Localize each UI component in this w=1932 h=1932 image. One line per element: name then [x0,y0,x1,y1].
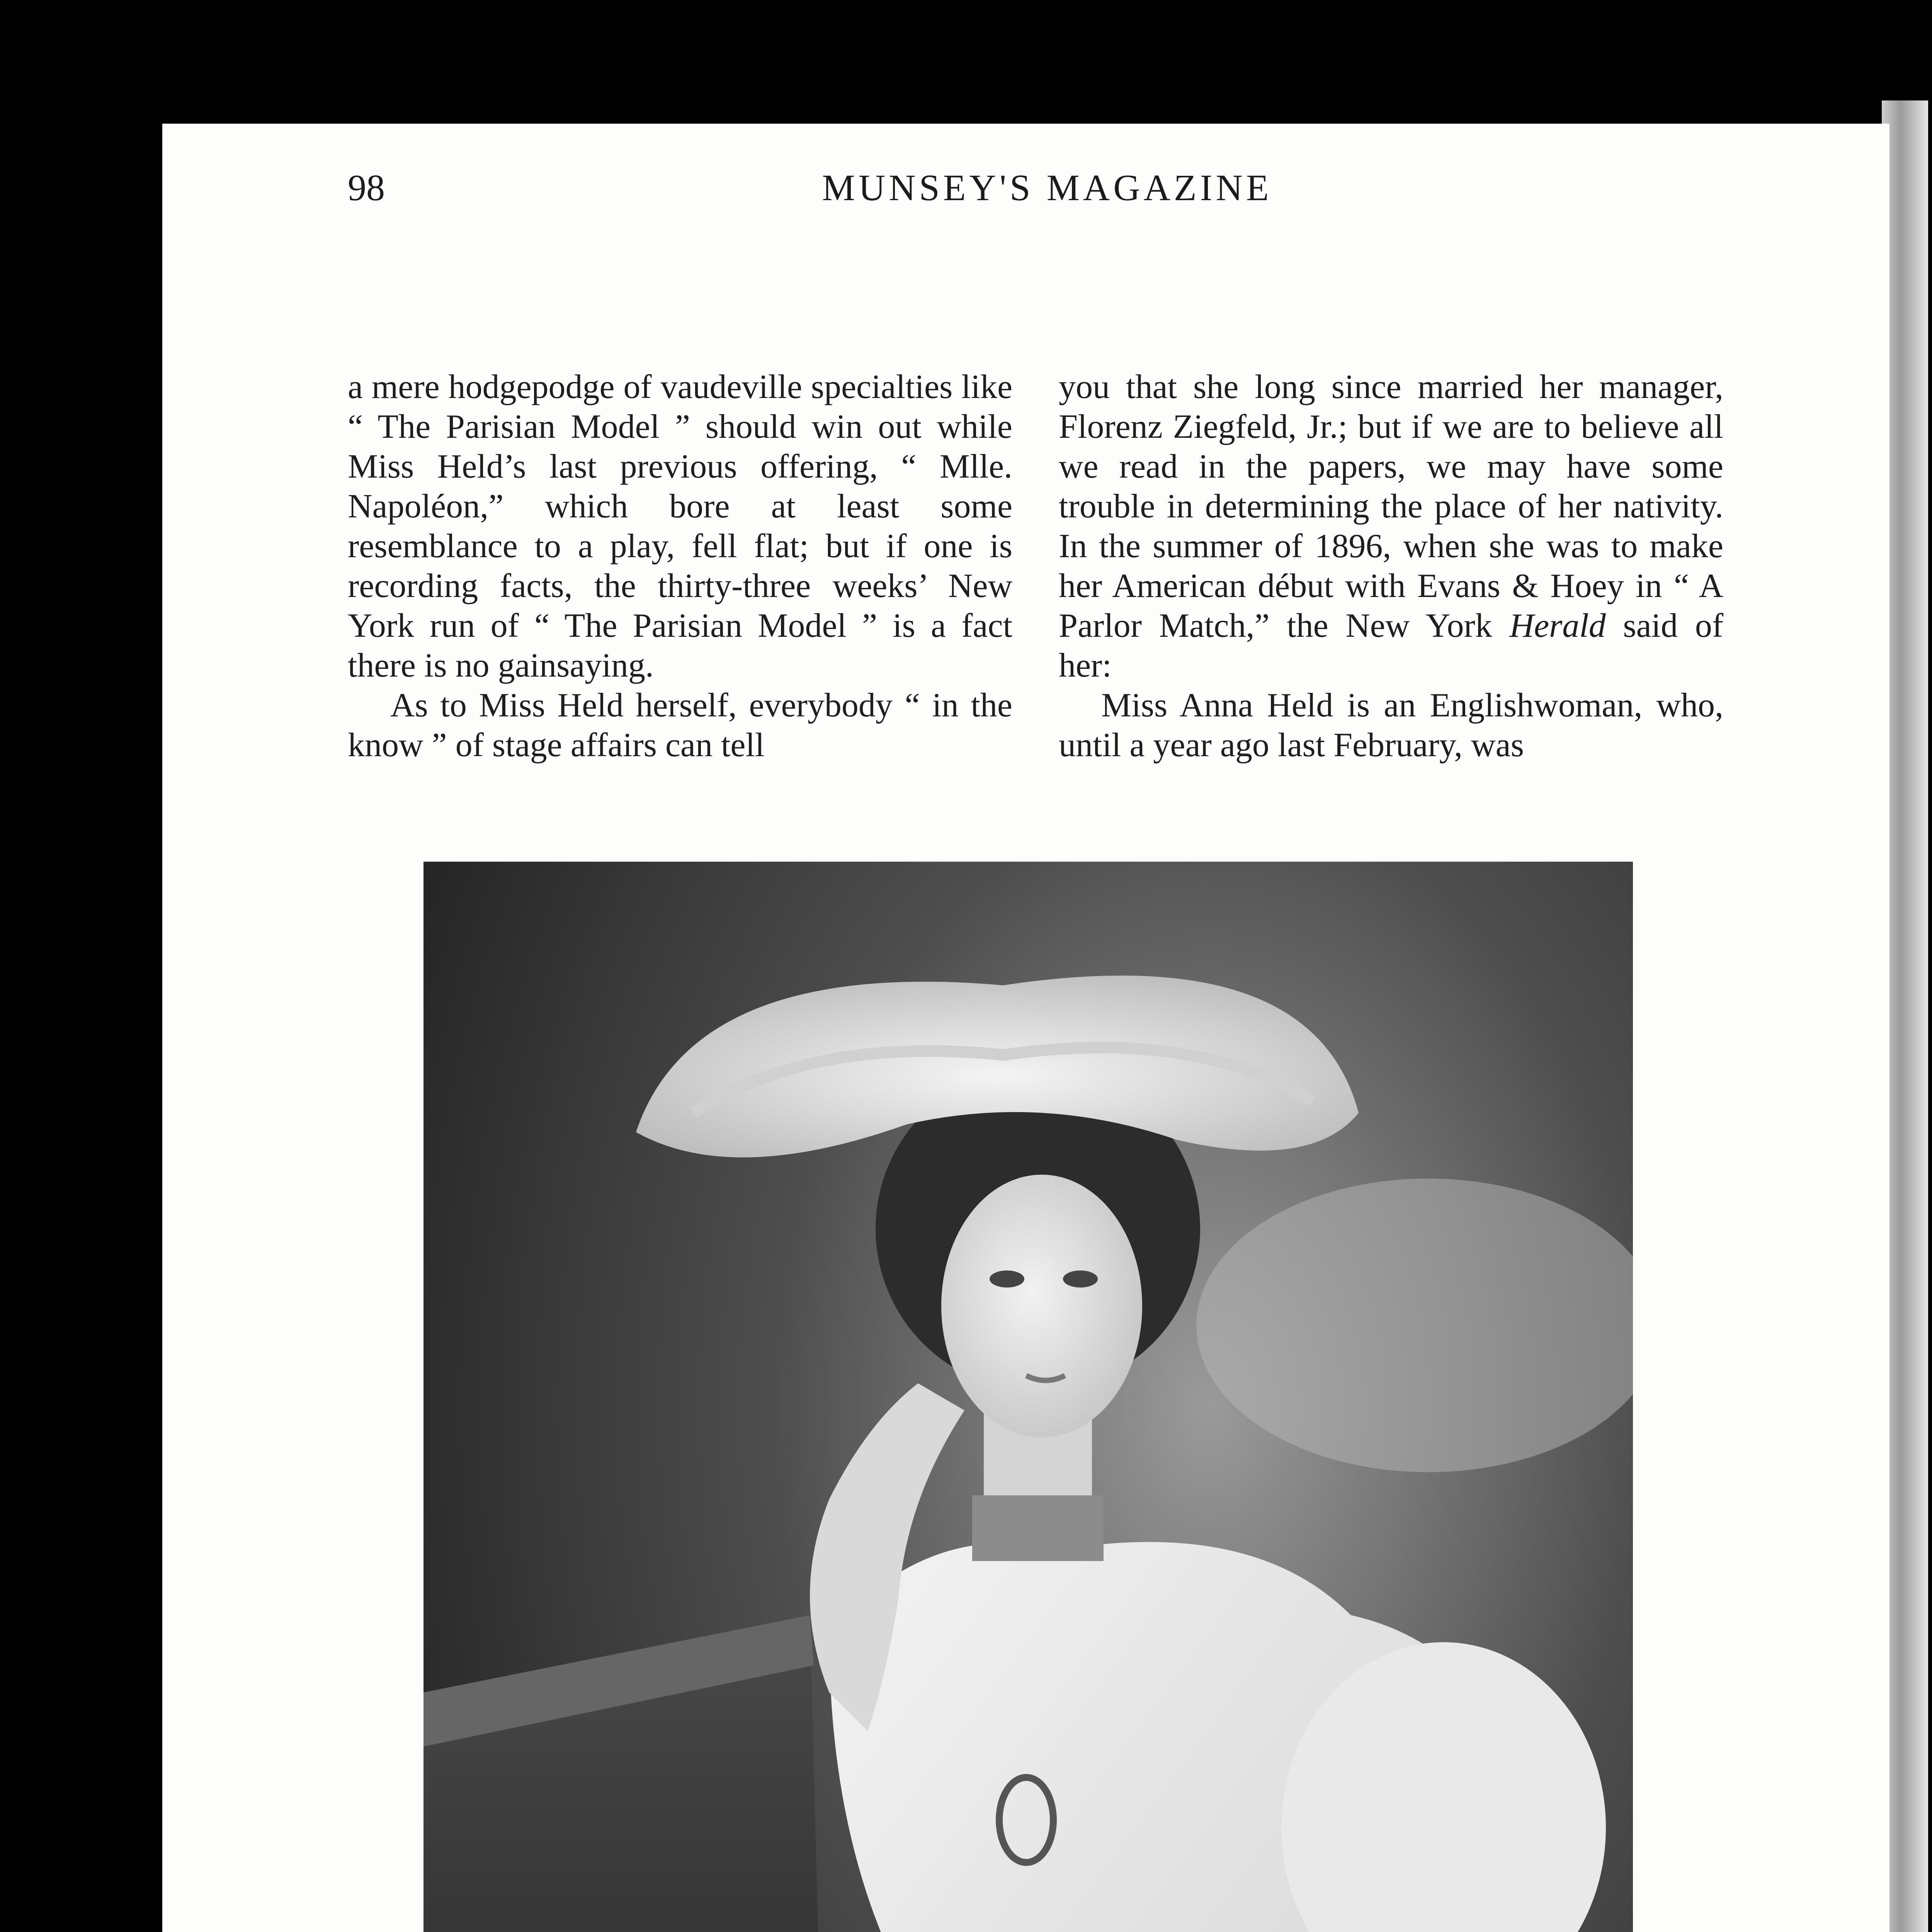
face [941,1175,1142,1437]
right-eye [1063,1270,1098,1287]
right-text-column [1059,367,1723,765]
body-paragraph [1059,367,1723,685]
quoted-passage: Miss Anna Held is an Englishwoman, who, until a year ago last February, was [1059,687,1723,764]
body-paragraph: a mere hodgepodge of vaudeville specialties like “ The Parisian Model ” should win out while Miss Held’s last previous offering, “ Mlle. Napoléon,” which bore at least some resemblance to a play, fell flat; but if one is recording facts, the thirty-three weeks’ New York run of “ The Parisian Model ” is a fact there is no gainsaying. [348,368,1012,684]
body-text: said of her: [1059,607,1724,684]
left-eye [990,1270,1024,1287]
newspaper-name: Herald [1509,607,1606,645]
magazine-title: MUNSEY'S MAGAZINE [822,167,1272,208]
left-text-column [348,367,1012,765]
lace-collar [972,1495,1104,1561]
running-head [348,166,1747,220]
page-number: 98 [348,167,385,208]
portrait-illustration [423,862,1633,1932]
body-text: you that she long since married her manager, Florenz Ziegfeld, Jr.; but if we are to believe all we read in the papers, we may have some trouble in determining the place of her nativity. In the summer of 1896, when she was to make her American début with Evans & Hoey in “ A Parlor Match,” the New York [1059,368,1723,645]
body-paragraph: As to Miss Held herself, everybody “ in the know ” of stage affairs can tell [348,687,1012,764]
portrait-photograph [423,862,1633,1932]
